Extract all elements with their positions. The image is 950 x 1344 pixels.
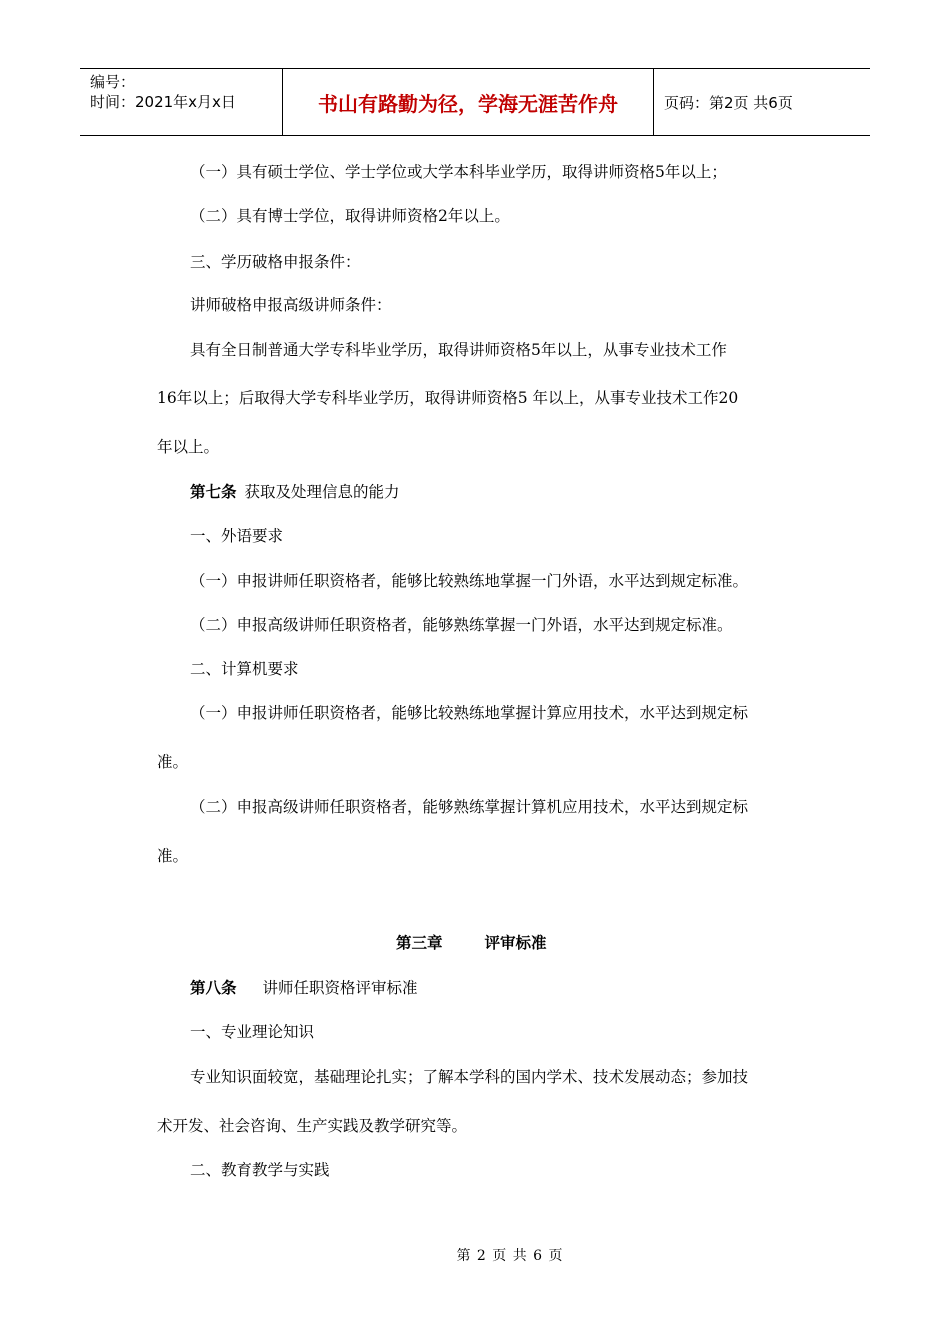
chapter-title: 评审标准 [484,933,547,952]
paragraph: 一、专业理论知识 [190,1023,315,1041]
paragraph: （二）具有博士学位，取得讲师资格2年以上。 [190,207,510,225]
paragraph: 一、外语要求 [190,527,284,545]
paragraph: （一）具有硕士学位、学士学位或大学本科毕业学历，取得讲师资格5年以上； [190,163,727,181]
document-time-label: 时间：2021年x月x日 [90,93,236,111]
paragraph-continuation: 16年以上；后取得大学专科毕业学历，取得讲师资格5 年以上，从事专业技术工作20 [157,389,739,407]
chapter-number: 第三章 [396,933,443,952]
article-title: 讲师任职资格评审标准 [262,979,418,997]
article-number: 第七条 [190,482,237,501]
paragraph-continuation: 准。 [157,753,189,771]
paragraph: 专业知识面较宽，基础理论扎实；了解本学科的国内学术、技术发展动态；参加技 [190,1068,749,1086]
article-heading [190,978,418,998]
header-page-label: 页码：第2页 共6页 [664,93,793,112]
paragraph-continuation: 准。 [157,847,189,865]
paragraph-continuation: 术开发、社会咨询、生产实践及教学研究等。 [157,1117,468,1135]
paragraph: 二、计算机要求 [190,660,299,678]
article-number: 第八条 [190,978,237,997]
document-number-label: 编号： [90,73,136,91]
paragraph: （二）申报高级讲师任职资格者，能够熟练掌握一门外语，水平达到规定标准。 [190,616,733,634]
paragraph: （二）申报高级讲师任职资格者，能够熟练掌握计算机应用技术，水平达到规定标 [190,798,749,816]
paragraph: （一）申报讲师任职资格者，能够比较熟练地掌握一门外语，水平达到规定标准。 [190,572,749,590]
paragraph: 三、学历破格申报条件： [190,253,361,271]
paragraph: （一）申报讲师任职资格者，能够比较熟练地掌握计算应用技术，水平达到规定标 [190,704,749,722]
article-heading [190,482,400,502]
chapter-heading [396,933,547,953]
paragraph: 讲师破格申报高级讲师条件： [190,296,392,314]
paragraph: 具有全日制普通大学专科毕业学历，取得讲师资格5年以上，从事专业技术工作 [190,341,727,359]
header-motto: 书山有路勤为径，学海无涯苦作舟 [282,69,654,135]
paragraph: 二、教育教学与实践 [190,1161,330,1179]
paragraph-continuation: 年以上。 [157,438,220,456]
article-title: 获取及处理信息的能力 [244,483,400,501]
page-footer: 第 2 页 共 6 页 [456,1248,564,1264]
